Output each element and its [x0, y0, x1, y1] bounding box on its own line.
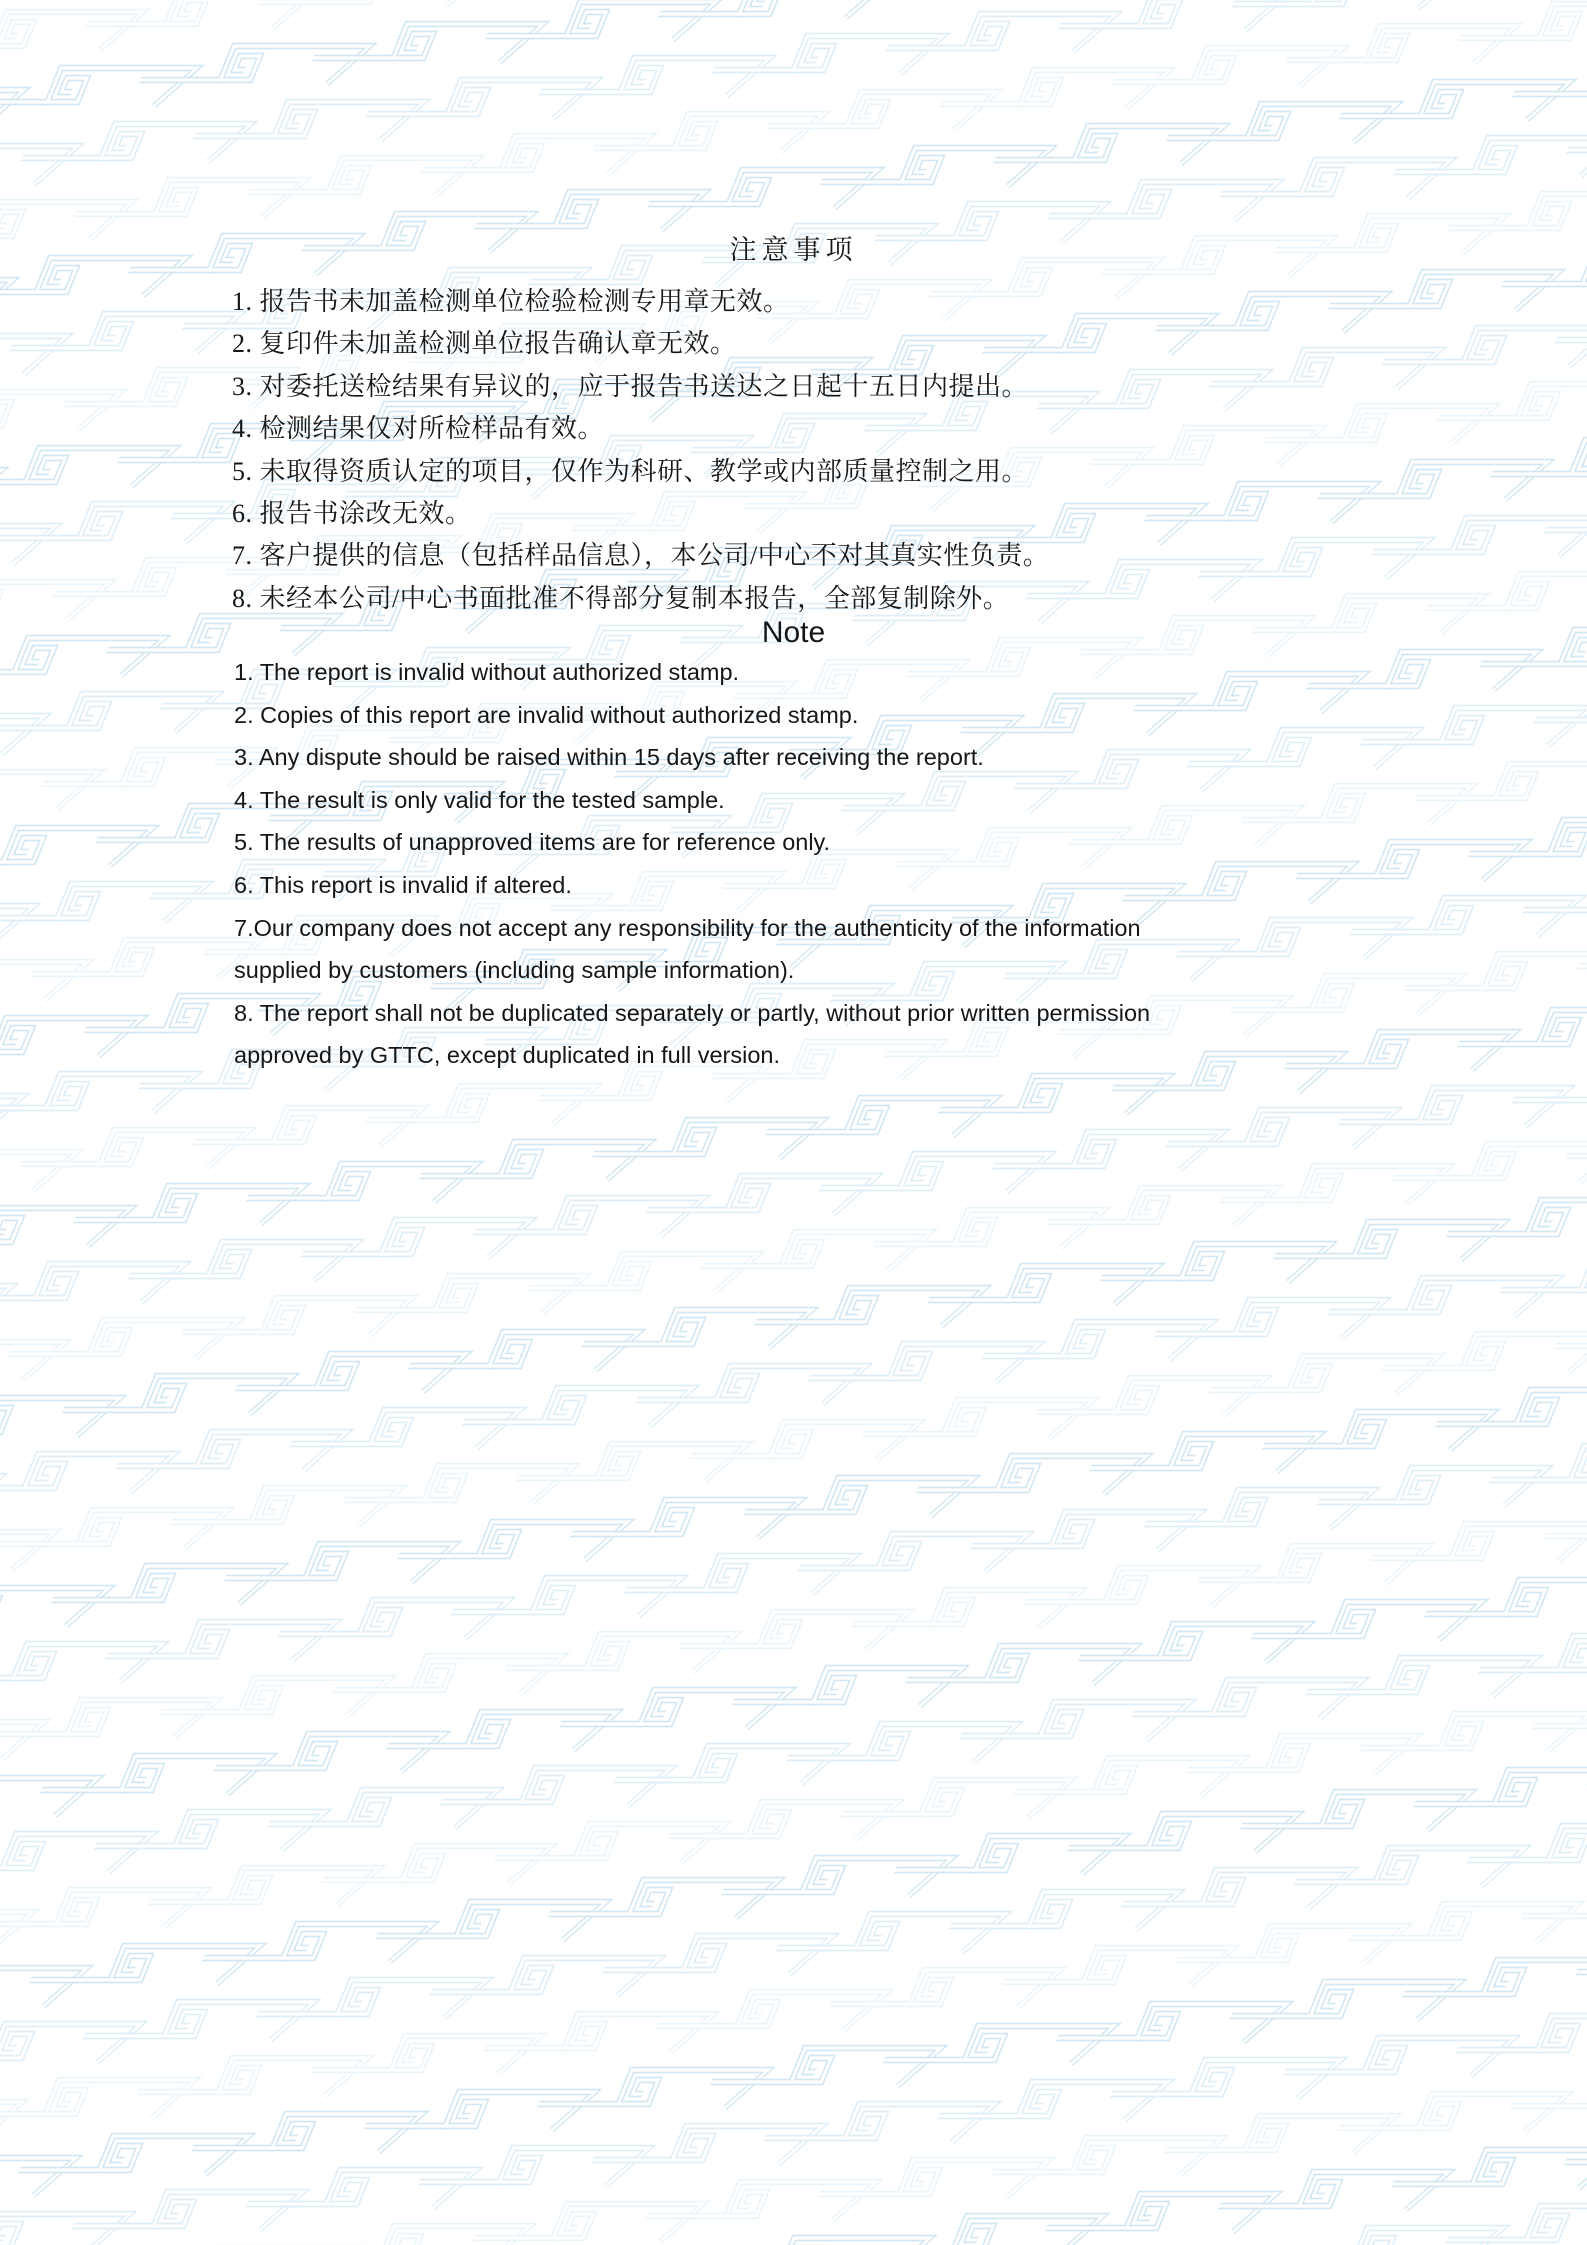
chinese-note-item-4: 4. 检测结果仅对所检样品有效。: [232, 414, 605, 444]
english-note-line-4: 4. The result is only valid for the tested sample.: [234, 786, 725, 813]
english-note-line-1: 1. The report is invalid without authorized stamp.: [234, 659, 740, 685]
english-note-line-8b: approved by GTTC, except duplicated in full version.: [234, 1042, 780, 1069]
chinese-note-item-7: 7. 客户提供的信息（包括样品信息），本公司/中心不对其真实性负责。: [232, 541, 1050, 571]
english-notes-title: Note: [761, 616, 826, 649]
english-note-line-6: 6. This report is invalid if altered.: [234, 871, 572, 898]
chinese-note-item-8: 8. 未经本公司/中心书面批准不得部分复制本报告，全部复制除外。: [232, 583, 1010, 613]
english-note-line-5: 5. The results of unapproved items are for reference only.: [234, 829, 831, 856]
english-note-line-2: 2. Copies of this report are invalid without authorized stamp.: [234, 701, 859, 728]
chinese-note-item-1: 1. 报告书未加盖检测单位检验检测专用章无效。: [232, 287, 790, 316]
english-note-line-3: 3. Any dispute should be raised within 15 days after receiving the report.: [234, 744, 984, 771]
chinese-note-item-3: 3. 对委托送检结果有异议的，应于报告书送达之日起十五日内提出。: [232, 371, 1029, 401]
english-note-line-8a: 8. The report shall not be duplicated separately or partly, without prior written permission: [234, 999, 1151, 1026]
english-note-line-7a: 7.Our company does not accept any responsibility for the authenticity of the information: [234, 914, 1141, 941]
chinese-note-item-6: 6. 报告书涂改无效。: [232, 499, 472, 529]
chinese-notes-title: 注意事项: [729, 235, 858, 265]
chinese-note-item-2: 2. 复印件未加盖检测单位报告确认章无效。: [232, 329, 737, 359]
chinese-note-item-5: 5. 未取得资质认定的项目，仅作为科研、教学或内部质量控制之用。: [232, 456, 1029, 486]
english-notes-list: [234, 651, 1364, 1077]
english-note-line-7b: supplied by customers (including sample information).: [234, 957, 795, 984]
chinese-notes-list: [232, 281, 1362, 620]
